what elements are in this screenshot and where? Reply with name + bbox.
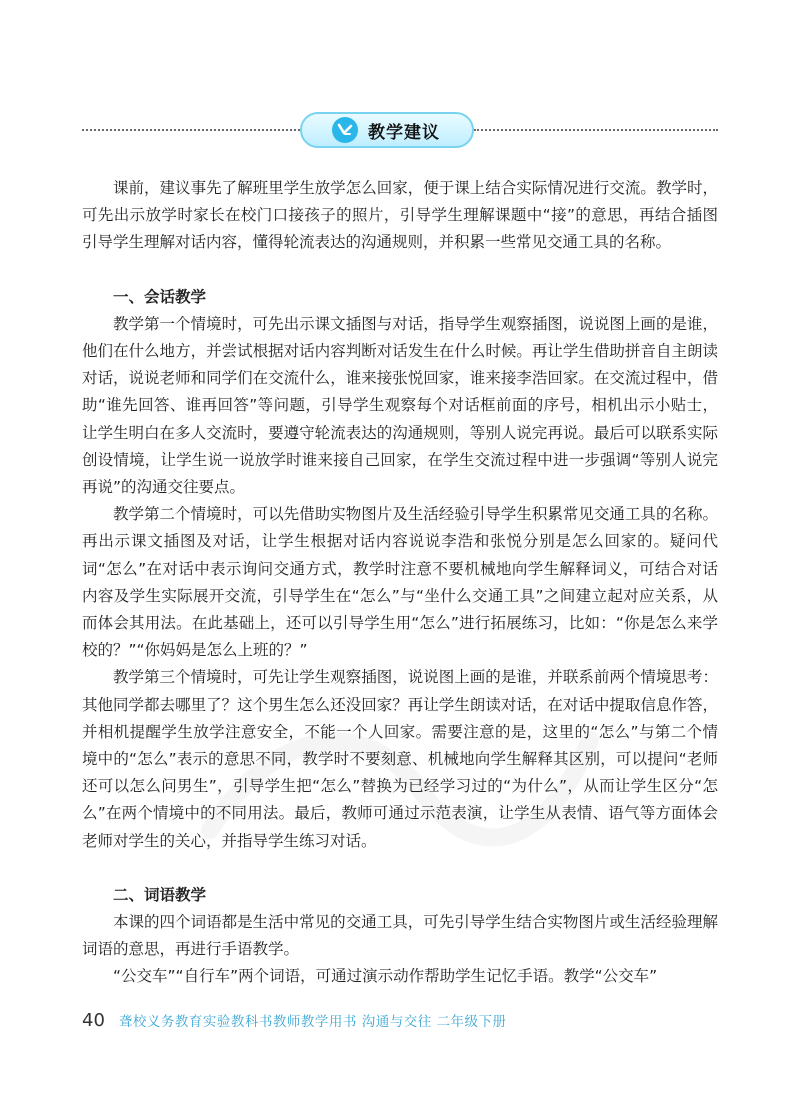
writing-arrow-icon bbox=[332, 117, 358, 143]
section-badge bbox=[300, 112, 474, 148]
vocabulary-paragraph-1: 本课的四个词语都是生活中常见的交通工具，可先引导学生结合实物图片或生活经验理解词语的意思，再进行手语教学。 bbox=[82, 913, 718, 959]
section-badge-label: 教学建议 bbox=[368, 122, 440, 143]
page-footer bbox=[82, 1010, 722, 1031]
vocabulary-paragraph-2: “公交车”“自行车”两个词语，可通过演示动作帮助学生记忆手语。教学“公交车” bbox=[113, 967, 658, 986]
page-number: 40 bbox=[82, 1010, 105, 1031]
conversation-paragraph-3: 教学第三个情境时，可先让学生观察插图，说说图上画的是谁，并联系前两个情境思考：其他同学都去哪里了？这个男生怎么还没回家？再让学生朗读对话，在对话中提取信息作答，并相机提醒学生放学注意安全，不能一个人回家。需要注意的是，这里的“怎么”与第二个情境中的“怎么”表示的意思不同，教学时不要刻意、机械地向学生解释其区别，可以提问“老师还可以怎么问男生”，引导学生把“怎么”替换为已经学习过的“为什么”，从而让学生区分“怎么”在两个情境中的不同用法。最后，教师可通过示范表演，让学生从表情、语气等方面体会老师对学生的关心，并指导学生练习对话。 bbox=[82, 668, 718, 850]
intro-paragraph: 课前，建议事先了解班里学生放学怎么回家，便于课上结合实际情况进行交流。教学时，可先出示放学时家长在校门口接孩子的照片，引导学生理解课题中“接”的意思，再结合插图引导学生理解对话内容，懂得轮流表达的沟通规则，并积累一些常见交通工具的名称。 bbox=[82, 179, 718, 252]
header-divider-right bbox=[474, 129, 718, 131]
section-heading-vocabulary: 二、词语教学 bbox=[113, 885, 207, 904]
conversation-paragraph-1: 教学第一个情境时，可先出示课文插图与对话，指导学生观察插图，说说图上画的是谁，他们在什么地方，并尝试根据对话内容判断对话发生在什么时候。再让学生借助拼音自主朗读对话，说说老师和同学们在交流什么，谁来接张悦回家，谁来接李浩回家。在交流过程中，借助“谁先回答、谁再回答”等问题，引导学生观察每个对话框前面的序号，相机出示小贴士，让学生明白在多人交流时，要遵守轮流表达的沟通规则，等别人说完再说。最后可以联系实际创设情境，让学生说一说放学时谁来接自己回家，在学生交流过程中进一步强调“等别人说完再说”的沟通交往要点。 bbox=[82, 314, 718, 497]
page-body bbox=[82, 175, 718, 991]
header-divider-left bbox=[82, 129, 300, 131]
section-heading-conversation: 一、会话教学 bbox=[113, 287, 207, 306]
book-title: 聋校义务教育实验教科书教师教学用书 沟通与交往 二年级下册 bbox=[118, 1014, 507, 1030]
conversation-paragraph-2: 教学第二个情境时，可以先借助实物图片及生活经验引导学生积累常见交通工具的名称。再出示课文插图及对话，让学生根据对话内容说说李浩和张悦分别是怎么回家的。疑问代词“怎么”在对话中表示询问交通方式，教学时注意不要机械地向学生解释词义，可结合对话内容及学生实际展开交流，引导学生在“怎么”与“坐什么交通工具”之间建立起对应关系，从而体会其用法。在此基础上，还可以引导学生用“怎么”进行拓展练习，比如：“你是怎么来学校的？”“你妈妈是怎么上班的？” bbox=[82, 505, 718, 660]
